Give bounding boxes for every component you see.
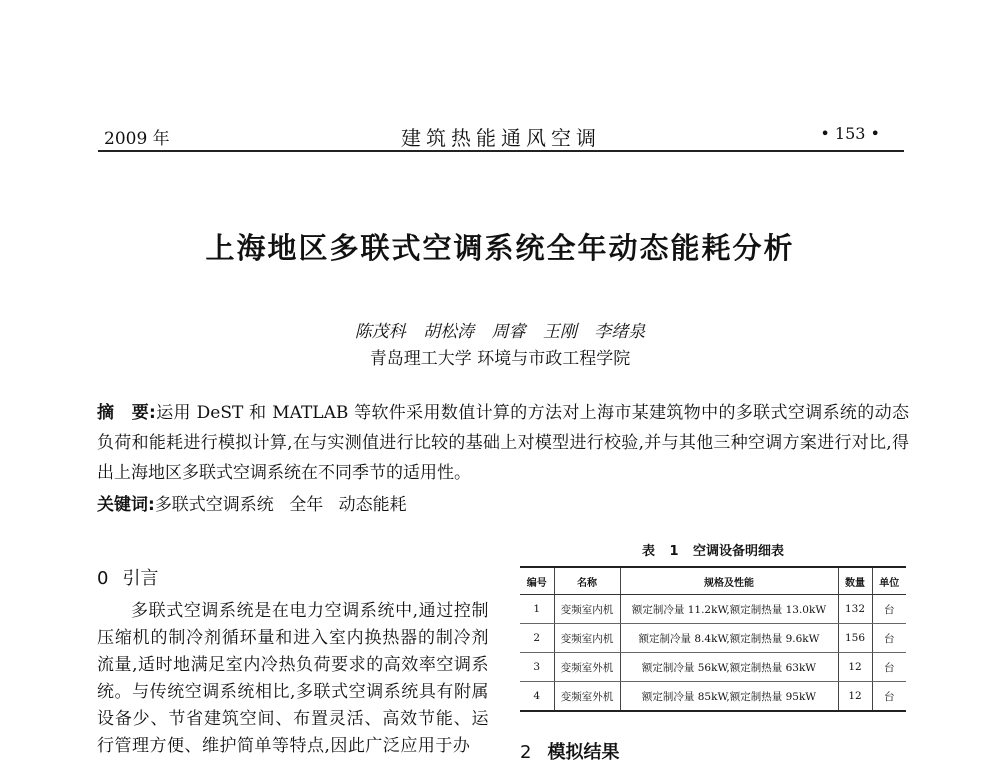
table-row bbox=[520, 682, 906, 712]
abstract bbox=[97, 398, 909, 488]
table-cell: 台 bbox=[872, 595, 906, 624]
section-title: 引言 bbox=[122, 568, 159, 589]
table-caption: 表 1 空调设备明细表 bbox=[641, 544, 785, 559]
table-cell: 变频室内机 bbox=[554, 595, 620, 624]
abstract-label: 摘 要: bbox=[97, 403, 156, 423]
intro-paragraph: 多联式空调系统是在电力空调系统中,通过控制压缩机的制冷剂循环量和进入室内换热器的制冷剂流量,适时地满足室内冷热负荷要求的高效率空调系统。与传统空调系统相比,多联式空调系统具有附属设备少、节省建筑空间、布置灵活、高效节能、运行管理方便、维护简单等特点,因此广泛应用于办 bbox=[97, 601, 489, 756]
keywords bbox=[97, 490, 407, 515]
section-heading-introduction bbox=[97, 564, 158, 590]
section-number: 2 bbox=[520, 742, 532, 763]
table-cell: 4 bbox=[520, 682, 554, 712]
table-cell: 台 bbox=[872, 624, 906, 653]
equipment-table bbox=[520, 566, 906, 712]
table-cell: 台 bbox=[872, 653, 906, 682]
table-cell: 156 bbox=[838, 624, 872, 653]
table-cell: 额定制冷量 8.4kW,额定制热量 9.6kW bbox=[620, 624, 838, 653]
table-header-cell: 名称 bbox=[554, 567, 620, 595]
table-cell: 额定制冷量 11.2kW,额定制热量 13.0kW bbox=[620, 595, 838, 624]
page-header bbox=[98, 118, 904, 152]
table-cell: 12 bbox=[838, 682, 872, 712]
keywords-label: 关键词: bbox=[97, 495, 155, 515]
table-cell: 3 bbox=[520, 653, 554, 682]
table-header-cell: 单位 bbox=[872, 567, 906, 595]
table-cell: 132 bbox=[838, 595, 872, 624]
table-cell: 变频室外机 bbox=[554, 682, 620, 712]
table-cell: 变频室外机 bbox=[554, 653, 620, 682]
table-row bbox=[520, 624, 906, 653]
table-cell: 12 bbox=[838, 653, 872, 682]
table-header-cell: 编号 bbox=[520, 567, 554, 595]
table-cell: 1 bbox=[520, 595, 554, 624]
table-row bbox=[520, 653, 906, 682]
table-header-cell: 规格及性能 bbox=[620, 567, 838, 595]
table-header-row bbox=[520, 567, 906, 595]
table-cell: 额定制冷量 85kW,额定制热量 95kW bbox=[620, 682, 838, 712]
section-number: 0 bbox=[97, 568, 109, 589]
table-header-cell: 数量 bbox=[838, 567, 872, 595]
table-cell: 变频室内机 bbox=[554, 624, 620, 653]
keywords-text: 多联式空调系统 全年 动态能耗 bbox=[154, 495, 407, 515]
section-heading-results bbox=[520, 738, 619, 764]
table-cell: 台 bbox=[872, 682, 906, 712]
table-cell: 2 bbox=[520, 624, 554, 653]
affiliation: 青岛理工大学 环境与市政工程学院 bbox=[369, 349, 631, 369]
section-title: 模拟结果 bbox=[547, 742, 620, 763]
header-year: 2009 年 bbox=[104, 129, 170, 149]
table-cell: 额定制冷量 56kW,额定制热量 63kW bbox=[620, 653, 838, 682]
abstract-text: 运用 DeST 和 MATLAB 等软件采用数值计算的方法对上海市某建筑物中的多联式空调系统的动态负荷和能耗进行模拟计算,在与实测值进行比较的基础上对模型进行校验,并与其他三种空调方案进行对比,得出上海地区多联式空调系统在不同季节的适用性。 bbox=[97, 403, 909, 483]
authors: 陈茂科 胡松涛 周睿 王刚 李绪泉 bbox=[354, 322, 646, 342]
header-journal-name: 建筑热能通风空调 bbox=[401, 126, 601, 150]
table-row bbox=[520, 595, 906, 624]
paper-title: 上海地区多联式空调系统全年动态能耗分析 bbox=[205, 231, 795, 265]
header-page-number: • 153 • bbox=[820, 124, 880, 143]
